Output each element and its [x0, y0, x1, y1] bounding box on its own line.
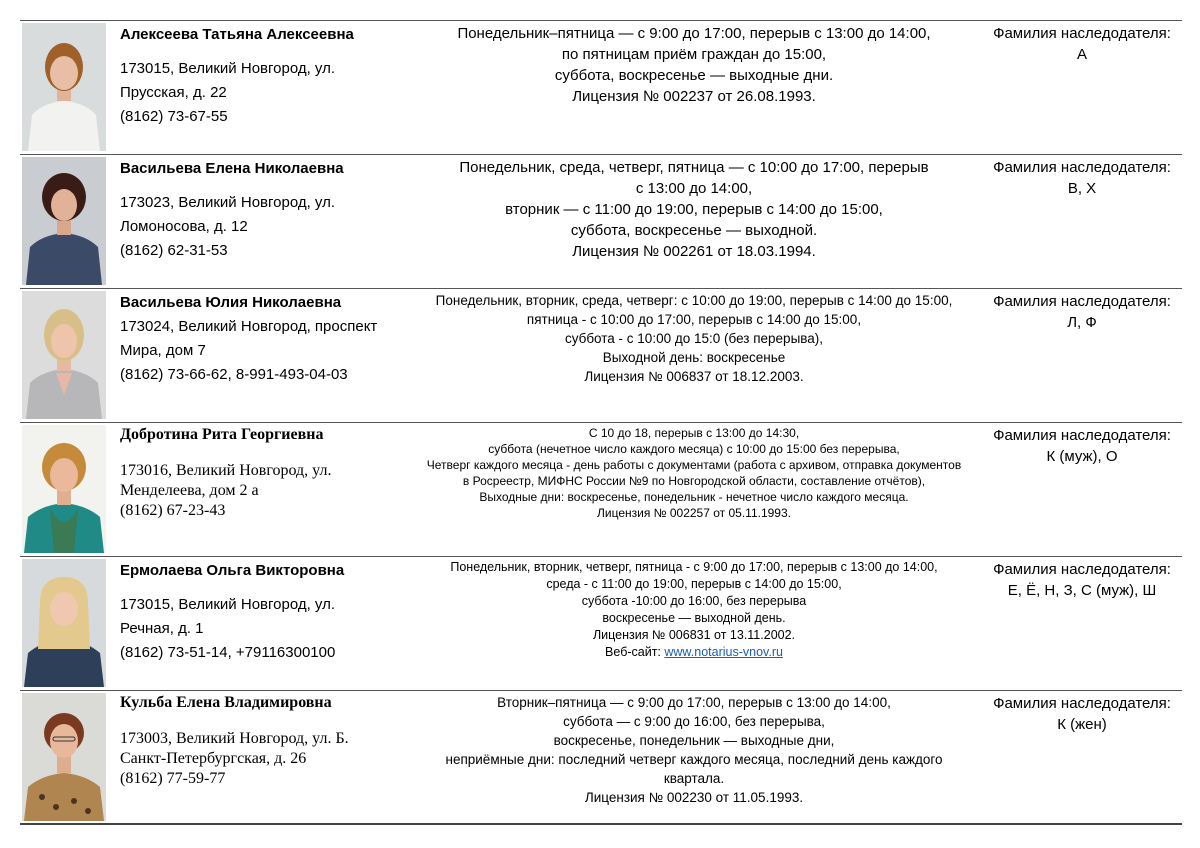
address-line: 173016, Великий Новгород, ул.	[120, 462, 332, 479]
table-row	[20, 289, 1182, 423]
heirs-cell	[982, 21, 1182, 154]
schedule-line: с 13:00 до 14:00,	[635, 180, 753, 197]
notary-info	[106, 691, 406, 823]
schedule-line: Лицензия № 002230 от 11.05.1993.	[584, 790, 804, 805]
schedule-line: вторник — с 11:00 до 19:00, перерыв с 14:00 до 15:00,	[505, 201, 883, 218]
schedule-line: суббота - с 10:00 до 15:0 (без перерыва),	[564, 331, 824, 346]
schedule-line: по пятницам приём граждан до 15:00,	[561, 46, 827, 63]
address-line: 173015, Великий Новгород, ул.	[120, 596, 336, 613]
phone: (8162) 73-67-55	[120, 108, 228, 125]
schedule-line: суббота (нечетное число каждого месяца) с 10:00 до 15:00 без перерыва,	[488, 442, 900, 456]
address-line: 173024, Великий Новгород, проспект	[120, 318, 378, 335]
notary-info	[106, 289, 406, 422]
schedule-line: Лицензия № 006831 от 13.11.2002.	[592, 628, 796, 642]
schedule-line: суббота -10:00 до 16:00, без перерыва	[581, 594, 807, 608]
address-line: Ломоносова, д. 12	[120, 218, 248, 235]
heirs-label: Фамилия наследодателя:	[993, 695, 1171, 712]
schedule-line: среда - с 11:00 до 19:00, перерыв с 14:00 до 15:00,	[546, 577, 842, 591]
heirs-label: Фамилия наследодателя:	[993, 25, 1171, 42]
notary-name: Алексеева Татьяна Алексеевна	[120, 26, 354, 43]
website-link[interactable]: www.notarius-vnov.ru	[664, 645, 783, 659]
address-line: 173015, Великий Новгород, ул.	[120, 60, 336, 77]
heirs-label: Фамилия наследодателя:	[993, 293, 1171, 310]
notary-name: Ермолаева Ольга Викторовна	[120, 562, 345, 579]
notary-info	[106, 155, 406, 288]
heirs-letters: К (жен)	[1057, 716, 1107, 733]
phone: (8162) 73-66-62, 8-991-493-04-03	[120, 366, 348, 383]
schedule-line: Понедельник, вторник, среда, четверг: с 10:00 до 19:00, перерыв с 14:00 до 15:00,	[435, 293, 953, 308]
table-row	[20, 155, 1182, 289]
phone: (8162) 62-31-53	[120, 242, 228, 259]
heirs-cell	[982, 423, 1182, 556]
schedule	[406, 423, 982, 556]
schedule-line: Лицензия № 002257 от 05.11.1993.	[597, 506, 791, 520]
heirs-letters: Е, Ё, Н, З, С (муж), Ш	[1007, 582, 1157, 599]
heirs-cell	[982, 557, 1182, 690]
address-line: Прусская, д. 22	[120, 84, 227, 101]
schedule	[406, 21, 982, 154]
schedule-line: Лицензия № 002237 от 26.08.1993.	[572, 88, 816, 105]
phone: (8162) 67-23-43	[120, 502, 226, 519]
heirs-letters: Л, Ф	[1067, 314, 1097, 331]
heirs-cell	[982, 289, 1182, 422]
portrait-photo	[22, 157, 106, 285]
schedule-line: Выходные дни: воскресенье, понедельник - нечетное число каждого месяца.	[479, 490, 909, 504]
heirs-cell	[982, 691, 1182, 823]
portrait-photo	[22, 291, 106, 419]
notary-name: Добротина Рита Георгиевна	[120, 426, 324, 443]
notary-info	[106, 423, 406, 556]
schedule-line: Четверг каждого месяца - день работы с документами (работа с архивом, отправка документов	[426, 458, 962, 472]
phone: (8162) 73-51-14, +79116300100	[120, 644, 336, 661]
notary-name: Кульба Елена Владимировна	[120, 694, 332, 711]
schedule	[406, 289, 982, 422]
notary-info	[106, 557, 406, 690]
address-line: Мира, дом 7	[120, 342, 206, 359]
schedule	[406, 557, 982, 690]
schedule-line: суббота, воскресенье — выходные дни.	[554, 67, 834, 84]
schedule-line: воскресенье — выходной день.	[602, 611, 786, 625]
portrait-photo	[22, 23, 106, 151]
heirs-label: Фамилия наследодателя:	[993, 561, 1171, 578]
website-line	[406, 644, 982, 661]
notary-name: Васильева Елена Николаевна	[120, 160, 344, 177]
notaries-table	[20, 20, 1182, 825]
schedule	[406, 691, 982, 823]
heirs-letters: В, Х	[1067, 180, 1097, 197]
schedule-line: Понедельник, среда, четверг, пятница — с 10:00 до 17:00, перерыв	[459, 159, 929, 176]
table-row	[20, 557, 1182, 691]
notary-name: Васильева Юлия Николаевна	[120, 294, 342, 311]
address-line: Речная, д. 1	[120, 620, 204, 637]
portrait-photo	[22, 559, 106, 687]
schedule-line: С 10 до 18, перерыв с 13:00 до 14:30,	[588, 426, 800, 440]
schedule-line: Выходной день: воскресенье	[602, 350, 786, 365]
heirs-label: Фамилия наследодателя:	[993, 427, 1171, 444]
phone: (8162) 77-59-77	[120, 770, 226, 787]
schedule-line: квартала.	[663, 771, 725, 786]
schedule-line: Лицензия № 006837 от 18.12.2003.	[584, 369, 804, 384]
portrait-photo	[22, 693, 106, 821]
schedule-line: Понедельник, вторник, четверг, пятница - с 9:00 до 17:00, перерыв с 13:00 до 14:00,	[450, 560, 938, 574]
schedule-line: пятница - с 10:00 до 17:00, перерыв с 14:00 до 15:00,	[526, 312, 862, 327]
schedule-line: неприёмные дни: последний четверг каждого месяца, последний день каждого	[445, 752, 943, 767]
schedule	[406, 155, 982, 288]
address-line: Менделеева, дом 2 а	[120, 482, 259, 499]
schedule-line: в Росреестр, МИФНС России №9 по Новгородской области, составление отчётов),	[462, 474, 926, 488]
schedule-line: суббота — с 9:00 до 16:00, без перерыва,	[563, 714, 825, 729]
heirs-label: Фамилия наследодателя:	[993, 159, 1171, 176]
schedule-line: Вторник–пятница — с 9:00 до 17:00, перерыв с 13:00 до 14:00,	[497, 695, 891, 710]
schedule-line: Лицензия № 002261 от 18.03.1994.	[572, 243, 816, 260]
table-row	[20, 423, 1182, 557]
schedule-line: Понедельник–пятница — с 9:00 до 17:00, перерыв с 13:00 до 14:00,	[457, 25, 931, 42]
table-row	[20, 21, 1182, 155]
notary-info	[106, 21, 406, 154]
address-line: 173003, Великий Новгород, ул. Б.	[120, 730, 349, 747]
schedule-line: суббота, воскресенье — выходной.	[570, 222, 818, 239]
portrait-photo	[22, 425, 106, 553]
heirs-cell	[982, 155, 1182, 288]
address-line: Санкт-Петербургская, д. 26	[120, 750, 307, 767]
address-line: 173023, Великий Новгород, ул.	[120, 194, 336, 211]
heirs-letters: А	[1076, 46, 1087, 63]
heirs-letters: К (муж), О	[1046, 448, 1118, 465]
website-label: Веб-сайт:	[605, 645, 665, 659]
table-row	[20, 691, 1182, 825]
schedule-line: воскресенье, понедельник — выходные дни,	[553, 733, 835, 748]
